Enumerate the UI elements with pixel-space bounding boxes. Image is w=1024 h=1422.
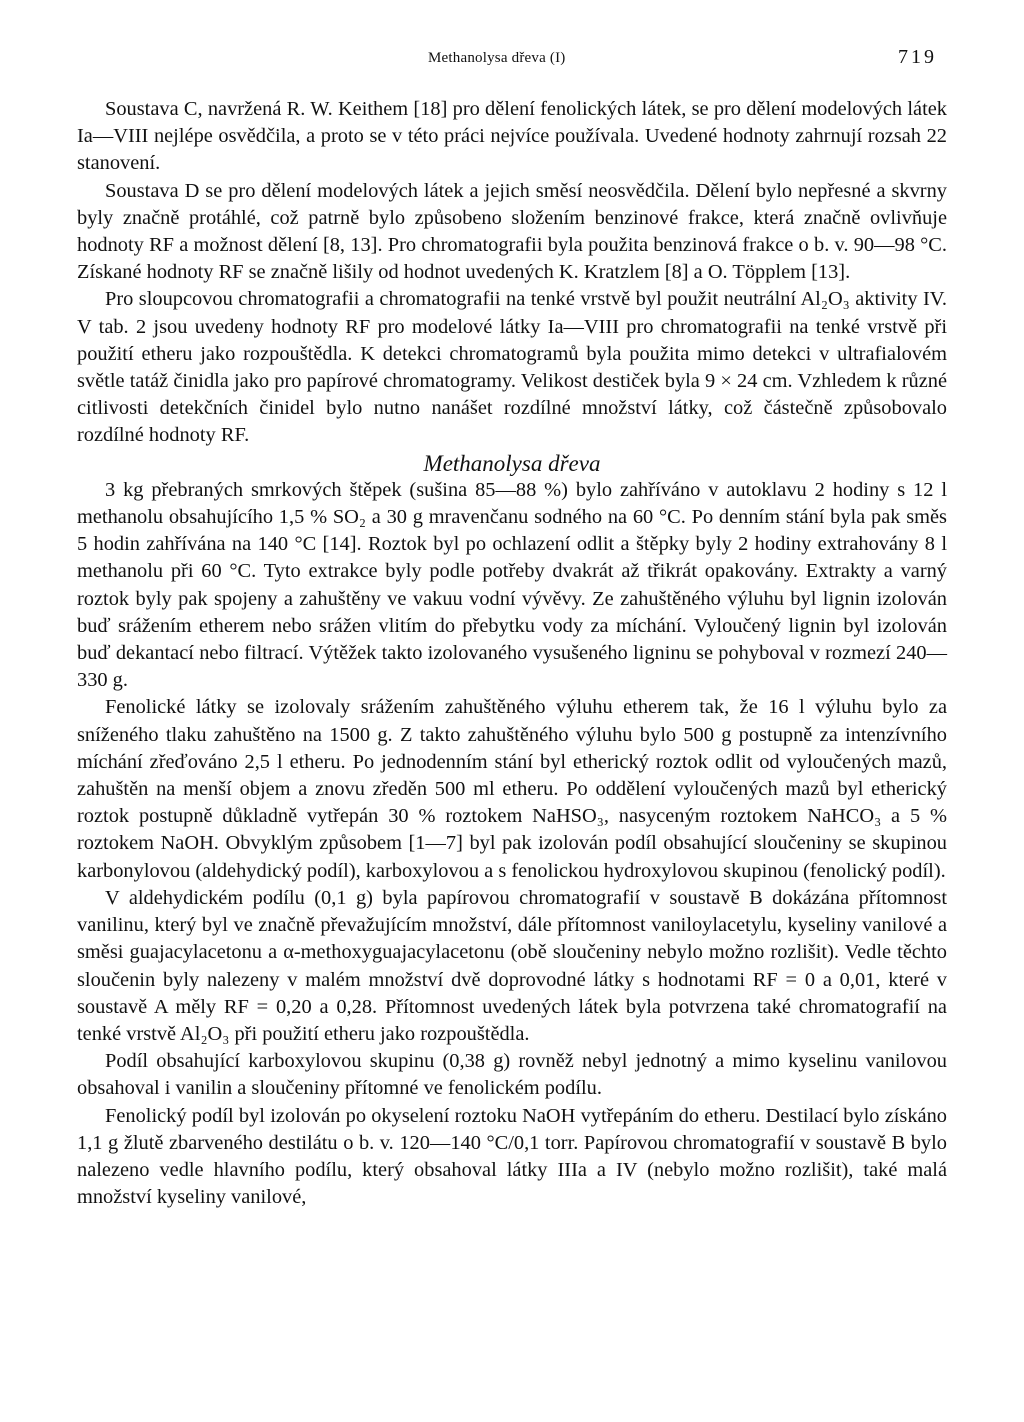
paragraph-system-d: Soustava D se pro dělení modelových látek a jejich směsí neosvědčila. Dělení bylo nepřesné a skvrny byly značně protáhlé, což patrně bylo způsobeno složením benzinové frakce, která značně ovlivňuje hodnoty RF a možnost dělení [8, 13]. Pro chromatografii byla použita benzinová frakce o b. v. 90—98 °C. Získané hodnoty RF se značně lišily od hodnot uvedených K. Kratzlem [8] a O. Töpplem [13]. (77, 179, 947, 284)
paragraph-phenolic-isolation: Fenolické látky se izolovaly srážením zahuštěného výluhu etherem tak, že 16 l výluhu bylo za sníženého tlaku zahuštěno na 1500 g. Z takto zahuštěného výluhu bylo 500 g postupně za intenzívního míchání zřeďováno 2,5 l etheru. Po jednodenním stání byl etherický roztok odlit od vyloučených mazů, zahuštěn na menší objem a znovu zředěn 500 ml etheru. Po oddělení vyloučených mazů byl etherický roztok postupně důkladně vytřepán 30 % roztokem NaHSO₃, nasyceným roztokem NaHCO₃ a 5 % roztokem NaOH. Obvyklým způsobem [1—7] byl pak izolován podíl obsahující sloučeniny se skupinou karbonylovou (aldehydický podíl), karboxylovou a s fenolickou hydroxylovou skupinou (fenolický podíl). (77, 696, 947, 882)
paragraph-aldehydic-fraction: V aldehydickém podílu (0,1 g) byla papírovou chromatografií v soustavě B dokázána přítomnost vanilinu, který byl ve značně převažujícím množství, dále přítomnost vaniloylacetylu, kyseliny vanilové a směsi guajacylacetonu a α-methoxyguajacylacetonu (obě sloučeniny nebylo možno rozlišit). Vedle těchto sloučenin byly nalezeny v malém množství dvě doprovodné látky s hodnotami RF = 0 a 0,01, které v soustavě A měly RF = 0,20 a 0,28. Přítomnost uvedených látek byla potvrzena také chromatografií na tenké vrstvě Al₂O₃ při použití etheru jako rozpouštědla. (77, 886, 947, 1045)
page-number: 719 (898, 46, 937, 68)
running-title: Methanolysa dřeva (I) (428, 50, 566, 66)
article-body (77, 96, 947, 1211)
paragraph-system-c: Soustava C, navržená R. W. Keithem [18] pro dělení fenolických látek, se pro dělení modelových látek Ia—VIII nejlépe osvědčila, a proto se v této práci nejvíce používala. Uvedené hodnoty zahrnují rozsah 22 stanovení. (77, 98, 947, 175)
paragraph-column-chromatography: Pro sloupcovou chromatografii a chromatografii na tenké vrstvě byl použit neutrální Al₂O₃ aktivity IV. V tab. 2 jsou uvedeny hodnoty RF pro modelové látky Ia—VIII pro chromatografii na tenké vrstvě při použití etheru jako rozpouštědla. K detekci chromatogramů byla použita mimo detekci v ultrafialovém světle tatáž činidla jako pro papírové chromatogramy. Velikost destiček byla 9 × 24 cm. Vzhledem k různé citlivosti detekčních činidel bylo nutno nanášet rozdílné množství látky, což částečně způsobovalo rozdílné hodnoty RF. (77, 288, 947, 447)
paragraph-phenolic-fraction: Fenolický podíl byl izolován po okyselení roztoku NaOH vytřepáním do etheru. Destilací bylo získáno 1,1 g žlutě zbarveného destilátu o b. v. 120—140 °C/0,1 torr. Papírovou chromatografií v soustavě B bylo nalezeno vedle hlavního podílu, který obsahoval látky IIIa a IV (nebylo možno rozlišit), také malá množství kyseliny vanilové, (77, 1104, 947, 1209)
paragraph-carboxylic-fraction: Podíl obsahující karboxylovou skupinu (0,38 g) rovněž nebyl jednotný a mimo kyselinu vanilovou obsahoval i vanilin a sloučeniny přítomné ve fenolickém podílu. (77, 1050, 947, 1100)
paragraph-methanolysis-procedure: 3 kg přebraných smrkových štěpek (sušina 85—88 %) bylo zahříváno v autoklavu 2 hodiny s 12 l methanolu obsahujícího 1,5 % SO₂ a 30 g mravenčanu sodného na 60 °C. Po denním stání byla pak směs 5 hodin zahřívána na 140 °C [14]. Roztok byl po ochlazení odlit a štěpky byly 2 hodiny extrahovány 8 l methanolu při 60 °C. Tyto extrakce byly podle potřeby dvakrát až třikrát opakovány. Extrakty a varný roztok byly pak spojeny a zahuštěny ve vakuu vodní vývěvy. Ze zahuštěného výluhu byl lignin izolován buď srážením etherem nebo srážen vlitím do přebytku vody za míchání. Vyloučený lignin byl izolován buď dekantací nebo filtrací. Výtěžek takto izolovaného vysušeného ligninu se pohyboval v rozmezí 240—330 g. (77, 478, 947, 692)
section-heading: Methanolysa dřeva (423, 450, 601, 476)
